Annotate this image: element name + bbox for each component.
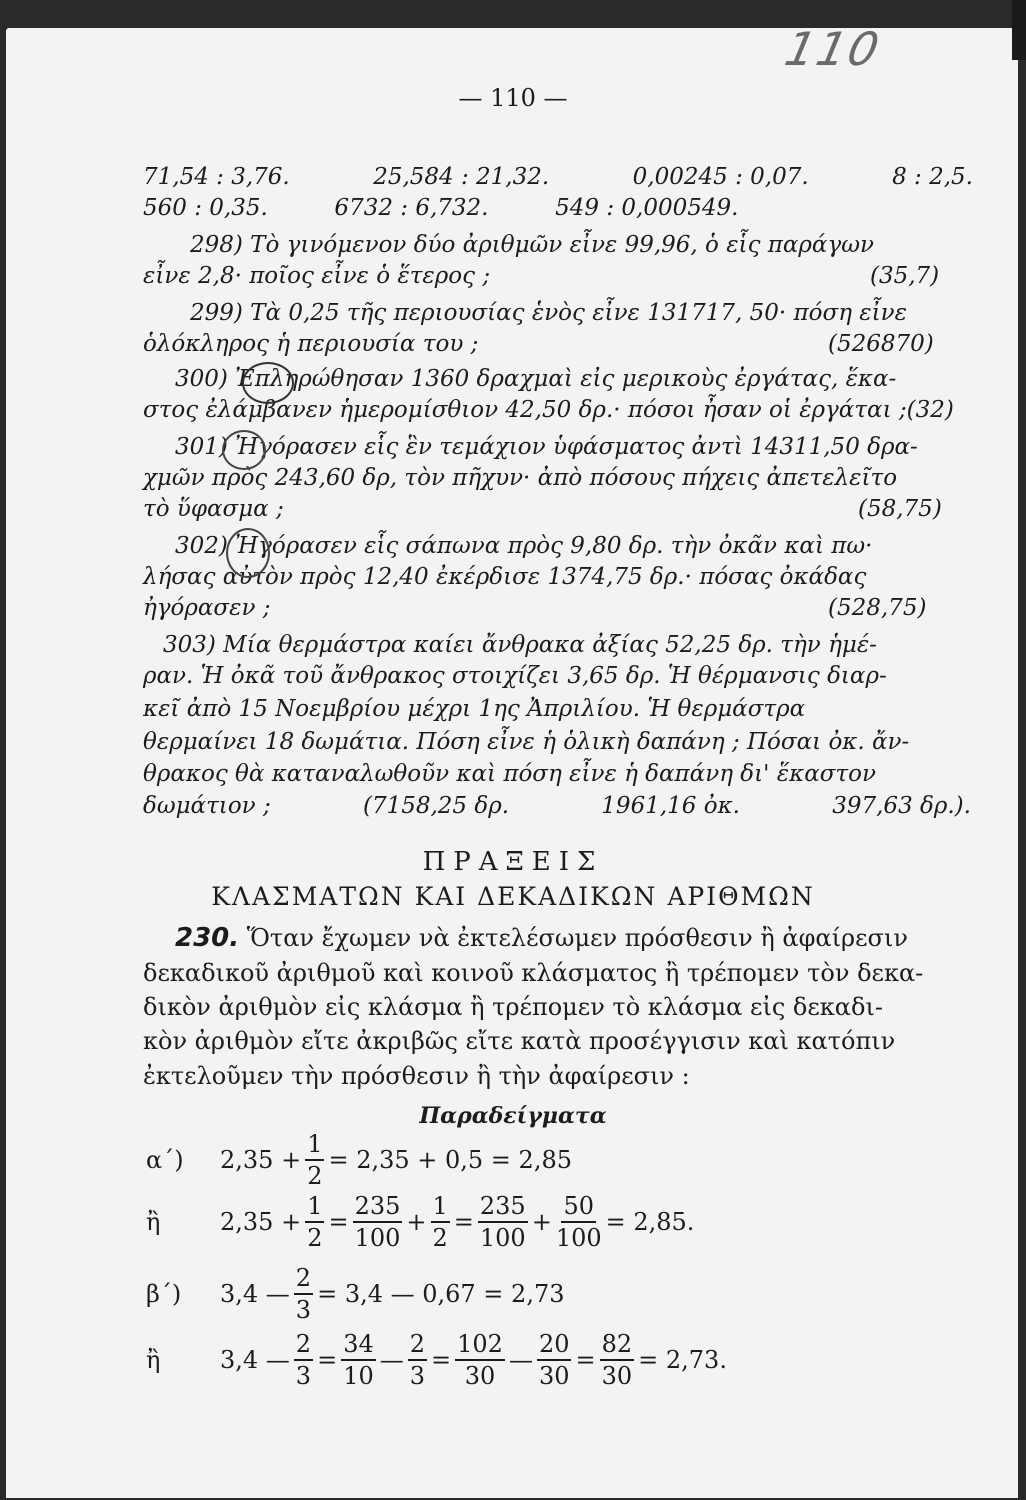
division-item: 560 : 0,35. bbox=[143, 195, 268, 221]
expr: = 2,85. bbox=[605, 1208, 695, 1236]
denominator: 3 bbox=[295, 1296, 312, 1324]
numerator: 82 bbox=[600, 1332, 635, 1361]
example-b bbox=[146, 1266, 564, 1322]
problem-302-line-3: ἠγόρασεν ; bbox=[143, 595, 271, 621]
problem-303-line-6 bbox=[143, 795, 971, 818]
pencil-circle-mark bbox=[222, 430, 266, 470]
numerator: 235 bbox=[478, 1194, 528, 1223]
denominator: 3 bbox=[409, 1362, 426, 1390]
numerator: 102 bbox=[455, 1332, 505, 1361]
paragraph-230-line-5: ἐκτελοῦμεν τὴν πρόσθεσιν ἢ τὴν ἀφαίρεσιν : bbox=[143, 1062, 690, 1090]
problem-300-line-2: στος ἐλάμβανεν ἡμερομίσθιον 42,50 δρ.· πόσοι ἦσαν οἱ ἐργάται ;(32) bbox=[143, 397, 954, 423]
denominator: 10 bbox=[343, 1362, 374, 1390]
paragraph-230-line-3: δικὸν ἀριθμὸν εἰς κλάσμα ἢ τρέπομεν τὸ κλάσμα εἰς δεκαδι- bbox=[143, 993, 883, 1021]
pencil-circle-mark bbox=[226, 528, 270, 578]
problem-303-line-4: θερμαίνει 18 δωμάτια. Πόση εἶνε ἡ ὁλικὴ δαπάνη ; Πόσαι ὀκ. ἄν- bbox=[143, 729, 910, 755]
fraction bbox=[431, 1194, 450, 1250]
examples-title: Παραδείγματα bbox=[419, 1103, 607, 1129]
fraction bbox=[294, 1332, 313, 1388]
numerator: 235 bbox=[353, 1194, 403, 1223]
operator: — bbox=[508, 1346, 533, 1374]
problem-300-line-1: 300) Ἐπληρώθησαν 1360 δραχμαὶ εἰς μερικοὺς ἐργάτας, ἕκα- bbox=[175, 366, 897, 392]
example-b-alt bbox=[146, 1332, 727, 1388]
example-label: ἢ bbox=[146, 1346, 161, 1374]
answer-part: 1961,16 ὀκ. bbox=[601, 793, 740, 819]
problem-301-line-3: τὸ ὕφασμα ; bbox=[143, 496, 284, 522]
fraction bbox=[408, 1332, 427, 1388]
fraction bbox=[305, 1132, 324, 1188]
division-item: 6732 : 6,732. bbox=[334, 195, 489, 221]
numerator: 20 bbox=[537, 1332, 572, 1361]
problem-301-answer: (58,75) bbox=[858, 496, 942, 522]
problem-303-line-3: κεῖ ἀπὸ 15 Νοεμβρίου μέχρι 1ης Ἀπριλίου. Ἡ θερμάστρα bbox=[143, 696, 806, 722]
denominator: 3 bbox=[295, 1362, 312, 1390]
numerator: 2 bbox=[408, 1332, 427, 1361]
answer-part: (7158,25 δρ. bbox=[362, 793, 510, 819]
problem-299-answer: (526870) bbox=[828, 331, 934, 357]
paragraph-230-line-2: δεκαδικοῦ ἀριθμοῦ καὶ κοινοῦ κλάσματος ἢ τρέπομεν τὸν δεκα- bbox=[143, 959, 924, 987]
answer-part: 397,63 δρ.). bbox=[832, 793, 971, 819]
denominator: 100 bbox=[479, 1224, 526, 1252]
fraction bbox=[556, 1194, 602, 1250]
expr: = 2,73. bbox=[638, 1346, 727, 1374]
operator: = bbox=[453, 1208, 474, 1236]
expr: 2,35 + bbox=[220, 1208, 302, 1236]
example-a bbox=[146, 1132, 572, 1188]
section-number: 230. bbox=[175, 923, 240, 953]
problem-301-line-1: 301) Ἠγόρασεν εἷς ἓν τεμάχιον ὑφάσματος ἀντὶ 14311,50 δρα- bbox=[175, 434, 918, 460]
denominator: 30 bbox=[601, 1362, 633, 1390]
expr: = 2,35 + 0,5 = 2,85 bbox=[328, 1146, 572, 1174]
pencil-circle-mark bbox=[242, 362, 294, 404]
fraction bbox=[341, 1332, 376, 1388]
fraction bbox=[305, 1194, 324, 1250]
fraction bbox=[600, 1332, 635, 1388]
example-label: β΄) bbox=[146, 1280, 182, 1308]
operator: + bbox=[531, 1208, 552, 1236]
example-a-alt bbox=[146, 1194, 694, 1250]
problem-303-line-2: ραν. Ἡ ὀκᾶ τοῦ ἄνθρακος στοιχίζει 3,65 δρ. Ἡ θέρμανσις διαρ- bbox=[143, 663, 887, 689]
problem-299-line-2: ὁλόκληρος ἡ περιουσία του ; bbox=[143, 331, 479, 357]
numerator: 2 bbox=[294, 1332, 313, 1361]
numerator: 1 bbox=[305, 1132, 324, 1161]
problem-302-line-1: 302) Ἠγόρασεν εἷς σάπωνα πρὸς 9,80 δρ. τὴν ὀκᾶν καὶ πω· bbox=[175, 533, 873, 559]
problem-303-line-5: θρακος θὰ καταναλωθοῦν καὶ πόση εἶνε ἡ δαπάνη δι' ἕκαστον bbox=[143, 761, 876, 787]
numerator: 2 bbox=[294, 1266, 313, 1295]
problem-302-line-2: λήσας αὐτὸν πρὸς 12,40 ἐκέρδισε 1374,75 δρ.· πόσας ὀκάδας bbox=[143, 564, 867, 590]
paragraph-230-line-1 bbox=[175, 925, 908, 951]
example-label: ἢ bbox=[146, 1208, 161, 1236]
expr: 3,4 — bbox=[220, 1280, 290, 1308]
division-item: 8 : 2,5. bbox=[892, 164, 973, 190]
line-text: δωμάτιον ; bbox=[143, 793, 271, 819]
division-item: 0,00245 : 0,07. bbox=[632, 164, 809, 190]
denominator: 2 bbox=[432, 1224, 448, 1252]
fraction bbox=[537, 1332, 572, 1388]
expr: = 3,4 — 0,67 = 2,73 bbox=[317, 1280, 565, 1308]
fraction bbox=[455, 1332, 505, 1388]
operator: + bbox=[406, 1208, 427, 1236]
numerator: 1 bbox=[305, 1194, 324, 1223]
line-text: Ὅταν ἔχωμεν νὰ ἐκτελέσωμεν πρόσθεσιν ἢ ἀφαίρεσιν bbox=[246, 924, 908, 952]
operator: = bbox=[431, 1346, 452, 1374]
denominator: 100 bbox=[354, 1224, 401, 1252]
problem-298-line-2: εἶνε 2,8· ποῖος εἶνε ὁ ἕτερος ; bbox=[143, 263, 491, 289]
expr: 2,35 + bbox=[220, 1146, 302, 1174]
division-item: 71,54 : 3,76. bbox=[143, 164, 290, 190]
expr: 3,4 — bbox=[220, 1346, 290, 1374]
denominator: 30 bbox=[538, 1362, 570, 1390]
numerator: 1 bbox=[431, 1194, 450, 1223]
denominator: 100 bbox=[555, 1224, 602, 1252]
denominator: 2 bbox=[307, 1162, 323, 1190]
example-label: α΄) bbox=[146, 1146, 184, 1174]
problem-299-line-1: 299) Τὰ 0,25 τῆς περιουσίας ἑνὸς εἶνε 131717, 50· πόση εἶνε bbox=[190, 300, 907, 326]
denominator: 2 bbox=[307, 1224, 323, 1252]
problem-301-line-2: χμῶν πρὸς 243,60 δρ, τὸν πῆχυν· ἀπὸ πόσους πήχεις ἀπετελεῖτο bbox=[143, 465, 898, 491]
problem-298-answer: (35,7) bbox=[870, 263, 940, 289]
section-subheading: ΚΛΑΣΜΑΤΩΝ ΚΑΙ ΔΕΚΑΔΙΚΩΝ ΑΡΙΘΜΩΝ bbox=[211, 882, 815, 911]
division-item: 25,584 : 21,32. bbox=[373, 164, 550, 190]
numerator: 50 bbox=[561, 1194, 596, 1223]
paragraph-230-line-4: κὸν ἀριθμὸν εἴτε ἀκριβῶς εἴτε κατὰ προσέγγισιν καὶ κατόπιν bbox=[143, 1027, 896, 1055]
section-heading: ΠΡΑΞΕΙΣ bbox=[422, 847, 604, 877]
fraction bbox=[294, 1266, 313, 1322]
operator: = bbox=[328, 1208, 349, 1236]
fraction bbox=[478, 1194, 528, 1250]
fraction bbox=[353, 1194, 403, 1250]
handwritten-page-number: 110 bbox=[780, 22, 886, 76]
division-exercises-line-1 bbox=[143, 166, 973, 189]
problem-298-line-1: 298) Τὸ γινόμενον δύο ἀριθμῶν εἶνε 99,96, ὁ εἷς παράγων bbox=[190, 232, 874, 258]
operator: — bbox=[379, 1346, 404, 1374]
page-number: — 110 — bbox=[458, 84, 568, 112]
operator: = bbox=[575, 1346, 596, 1374]
problem-303-line-1: 303) Μία θερμάστρα καίει ἄνθρακα ἀξίας 52,25 δρ. τὴν ἡμέ- bbox=[163, 632, 877, 658]
division-exercises-line-2 bbox=[143, 197, 738, 220]
problem-302-answer: (528,75) bbox=[828, 595, 927, 621]
numerator: 34 bbox=[341, 1332, 376, 1361]
division-item: 549 : 0,000549. bbox=[555, 195, 739, 221]
operator: = bbox=[317, 1346, 338, 1374]
denominator: 30 bbox=[464, 1362, 496, 1390]
